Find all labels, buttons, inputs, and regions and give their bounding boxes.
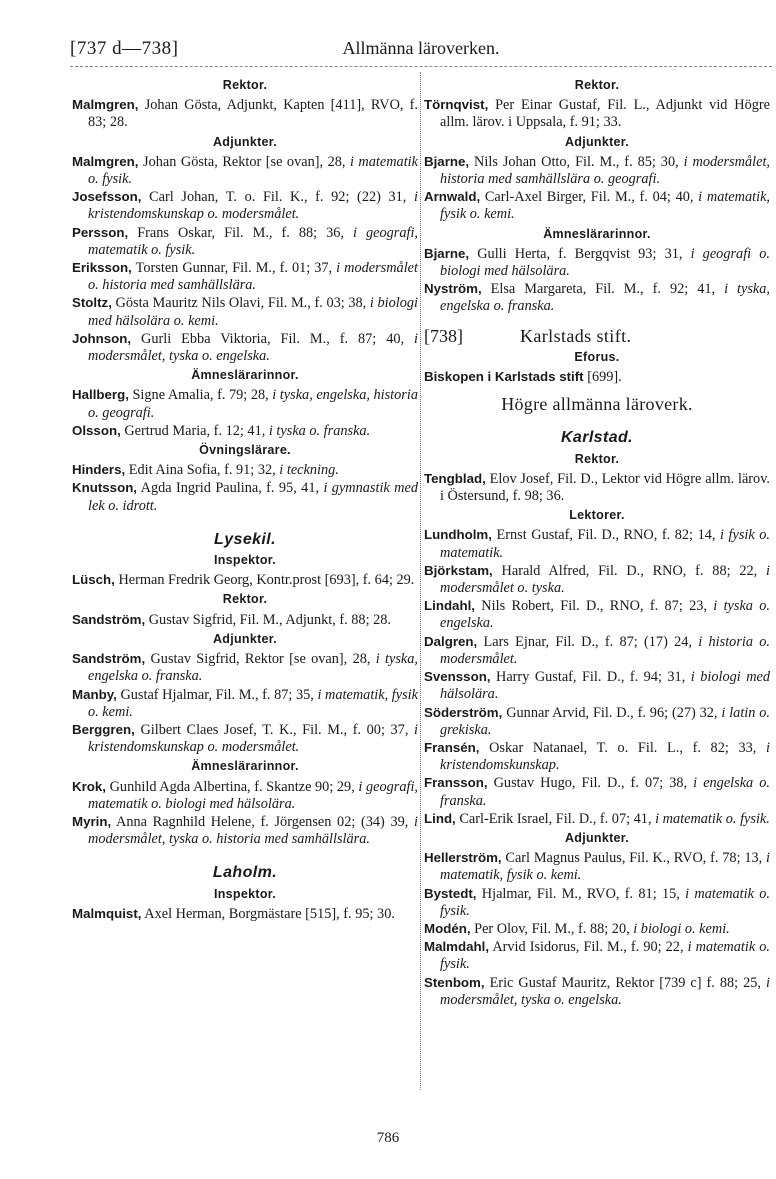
section-heading: Eforus. <box>574 349 620 364</box>
entry-name: Eriksson, <box>72 260 132 276</box>
entry-subjects: i matematik o. fysik. <box>440 885 770 919</box>
section-heading: Rektor. <box>574 451 620 466</box>
staff-entry <box>72 571 418 589</box>
entry-subjects: i matematik o. fysik. <box>655 810 770 827</box>
staff-entry <box>72 905 418 923</box>
school-type-heading: Högre allmänna läroverk. <box>501 394 693 415</box>
entry-details: Elov Josef, Fil. D., Lektor vid Högre allm. lärov. i Östersund, f. 98; 36. <box>440 470 770 505</box>
staff-entry <box>424 774 770 809</box>
entry-details: Carl-Erik Israel, Fil. D., f. 07; 41, <box>459 810 656 827</box>
entry-details: Carl-Axel Birger, Fil. M., f. 04; 40, <box>484 189 699 206</box>
entry-subjects: i modersmålet, historia med samhällslära o. geografi. <box>440 153 770 188</box>
staff-entry <box>72 650 418 685</box>
entry-name: Arnwald, <box>424 189 481 205</box>
staff-entry <box>424 597 770 632</box>
entry-subjects: i tyska, engelska o. franska. <box>440 281 770 315</box>
section-heading: Adjunkter. <box>212 134 278 149</box>
entry-subjects: i modersmålet, tyska o. engelska. <box>88 330 418 365</box>
entry-name: Lüsch, <box>72 572 115 588</box>
section-heading: Adjunkter. <box>564 134 630 149</box>
staff-entry <box>72 96 418 131</box>
entry-details: Elsa Margareta, Fil. M., f. 92; 41, <box>490 281 725 298</box>
entry-name: Svensson, <box>424 669 491 685</box>
entry-name: Myrin, <box>72 813 112 829</box>
section-heading: Lektorer. <box>569 508 625 523</box>
entry-subjects: i gymnastik med lek o. idrott. <box>88 480 418 514</box>
entry-name: Malmgren, <box>72 97 139 113</box>
diocese-heading <box>424 325 770 346</box>
entry-name: Manby, <box>72 686 117 702</box>
column-divider <box>420 72 421 1090</box>
entry-name: Nyström, <box>424 281 482 297</box>
staff-entry <box>424 739 770 774</box>
entry-subjects: i matematik, fysik o. kemi. <box>440 850 771 884</box>
diocese-number: [738] <box>424 325 463 346</box>
entry-subjects: i tyska o. franska. <box>268 422 371 439</box>
entry-name: Josefsson, <box>72 189 142 205</box>
staff-entry <box>72 259 418 294</box>
staff-entry <box>72 813 418 848</box>
staff-entry <box>424 810 770 828</box>
place-heading: Karlstad. <box>560 429 634 447</box>
section-heading: Inspektor. <box>213 553 277 568</box>
entry-name: Modén, <box>424 920 471 936</box>
staff-entry <box>424 633 770 668</box>
staff-entry <box>424 849 770 884</box>
staff-entry <box>72 721 418 756</box>
page-range: [737 d—738] <box>70 38 179 59</box>
section-heading: Ämneslärarinnor. <box>191 759 299 774</box>
place-heading: Laholm. <box>212 864 278 882</box>
entry-subjects: i geografi o. biologi med hälsolära. <box>440 245 770 280</box>
entry-name: Sandström, <box>72 651 146 667</box>
section-heading: Adjunkter. <box>212 631 278 646</box>
entry-details: Axel Herman, Borgmästare [515], f. 95; 30. <box>144 905 395 922</box>
entry-name: Stenbom, <box>424 974 485 990</box>
staff-entry <box>72 778 418 813</box>
entry-details: Gösta Mauritz Nils Olavi, Fil. M., f. 03; 38, <box>115 295 370 312</box>
entry-name: Biskopen i Karlstads stift <box>424 369 584 385</box>
entry-name: Bystedt, <box>424 885 477 901</box>
entry-name: Lind, <box>424 810 456 826</box>
entry-name: Stoltz, <box>72 295 112 311</box>
entry-details: Gertrud Maria, f. 12; 41, <box>124 422 269 439</box>
entry-subjects: i historia o. modersmålet. <box>440 633 770 667</box>
entry-details: Gustav Sigfrid, Rektor [se ovan], 28, <box>150 651 376 668</box>
staff-entry <box>72 686 418 721</box>
entry-name: Tengblad, <box>424 470 486 486</box>
entry-subjects: i matematik o. fysik. <box>440 939 770 973</box>
entry-details: Lars Ejnar, Fil. D., f. 87; (17) 24, <box>483 633 699 650</box>
entry-details: Frans Oskar, Fil. M., f. 88; 36, <box>137 224 353 241</box>
entry-name: Malmgren, <box>72 153 139 169</box>
entry-subjects: i biologi o. kemi. <box>633 920 730 937</box>
entry-subjects: i matematik, fysik o. kemi. <box>440 189 770 223</box>
entry-details: [699]. <box>587 369 622 386</box>
staff-entry <box>424 920 770 938</box>
entry-details: Nils Robert, Fil. D., RNO, f. 87; 23, <box>481 598 714 615</box>
entry-details: Harald Alfred, Fil. D., RNO, f. 88; 22, <box>501 562 767 579</box>
section-heading: Rektor. <box>574 78 620 92</box>
entry-subjects: i kristendomskunskap o. modersmålet. <box>88 721 419 756</box>
entry-subjects: i modersmålet, tyska o. engelska. <box>440 974 770 1008</box>
entry-details: Gustav Sigfrid, Fil. M., Adjunkt, f. 88; 28. <box>148 611 391 628</box>
entry-name: Berggren, <box>72 721 135 737</box>
entry-name: Olsson, <box>72 422 121 438</box>
entry-details: Edit Aina Sofia, f. 91; 32, <box>128 462 280 479</box>
staff-entry <box>424 470 770 505</box>
entry-subjects: i kristendomskunskap o. modersmålet. <box>88 189 419 223</box>
staff-entry <box>424 245 770 280</box>
entry-name: Sandström, <box>72 611 146 627</box>
entry-subjects: i matematik, fysik o. kemi. <box>88 686 418 720</box>
staff-entry <box>424 188 770 223</box>
entry-details: Gunnar Arvid, Fil. D., f. 96; (27) 32, <box>506 704 722 721</box>
staff-entry <box>72 461 418 479</box>
entry-details: Per Olov, Fil. M., f. 88; 20, <box>474 920 634 937</box>
entry-subjects: i engelska o. franska. <box>440 775 770 809</box>
entry-name: Lundholm, <box>424 527 492 543</box>
place-heading: Lysekil. <box>214 530 276 548</box>
staff-entry <box>72 153 418 188</box>
entry-details: Gunhild Agda Albertina, f. Skantze 90; 29, <box>109 778 359 795</box>
staff-entry <box>424 668 770 703</box>
entry-name: Krok, <box>72 778 106 794</box>
entry-subjects: i matematik o. fysik. <box>88 153 418 188</box>
entry-name: Johnson, <box>72 330 132 346</box>
staff-entry <box>424 938 770 973</box>
entry-details: Gurli Ebba Viktoria, Fil. M., f. 87; 40, <box>141 330 415 347</box>
entry-name: Söderström, <box>424 704 503 720</box>
entry-details: Nils Johan Otto, Fil. M., f. 85; 30, <box>474 153 684 170</box>
staff-entry <box>424 562 770 597</box>
staff-entry <box>72 330 418 365</box>
entry-name: Björkstam, <box>424 562 493 578</box>
entry-subjects: i tyska, engelska o. franska. <box>88 651 419 685</box>
entry-name: Hallberg, <box>72 387 129 403</box>
entry-details: Oskar Natanael, T. o. Fil. L., f. 82; 33, <box>489 739 767 756</box>
entry-name: Bjarne, <box>424 245 470 261</box>
section-heading: Ämneslärarinnor. <box>191 368 299 383</box>
staff-entry <box>72 611 418 629</box>
entry-details: Agda Ingrid Paulina, f. 95, 41, <box>140 480 324 497</box>
entry-subjects: i biologi med hälsolära o. kemi. <box>88 295 418 329</box>
left-column <box>72 75 418 923</box>
section-heading: Rektor. <box>222 78 268 92</box>
entry-details: Carl Johan, T. o. Fil. K., f. 92; (22) 31, <box>149 189 415 206</box>
entry-name: Hellerström, <box>424 850 502 866</box>
entry-details: Torsten Gunnar, Fil. M., f. 01; 37, <box>135 260 337 277</box>
entry-details: Per Einar Gustaf, Fil. L., Adjunkt vid Högre allm. lärov. i Uppsala, f. 91; 33. <box>440 97 770 131</box>
entry-details: Johan Gösta, Rektor [se ovan], 28, <box>143 153 350 170</box>
section-heading: Rektor. <box>222 592 268 607</box>
staff-entry <box>72 294 418 329</box>
entry-subjects: i latin o. grekiska. <box>440 704 770 738</box>
staff-entry <box>424 704 770 739</box>
entry-subjects: i modersmålet, tyska o. historia med samhällslära. <box>88 813 418 848</box>
right-column <box>424 75 770 1009</box>
entry-name: Knutsson, <box>72 480 138 496</box>
page-header <box>70 38 772 64</box>
staff-entry <box>72 386 418 421</box>
entry-name: Malmdahl, <box>424 939 490 955</box>
entry-name: Dalgren, <box>424 633 478 649</box>
entry-name: Malmquist, <box>72 905 142 921</box>
staff-entry <box>424 885 770 920</box>
staff-entry <box>72 224 418 259</box>
staff-entry <box>72 479 418 514</box>
entry-details: Herman Fredrik Georg, Kontr.prost [693], f. 64; 29. <box>118 572 415 589</box>
staff-entry <box>424 368 770 386</box>
staff-entry <box>424 96 770 131</box>
entry-details: Gilbert Claes Josef, T. K., Fil. M., f. 00; 37, <box>140 721 415 738</box>
entry-name: Bjarne, <box>424 153 470 169</box>
running-title: Allmänna läroverken. <box>342 38 500 58</box>
entry-subjects: i geografi, matematik o. fysik. <box>88 224 418 258</box>
staff-entry <box>424 974 770 1009</box>
entry-subjects: i tyska o. engelska. <box>440 598 770 632</box>
entry-details: Signe Amalia, f. 79; 28, <box>132 387 273 404</box>
staff-entry <box>424 280 770 315</box>
entry-name: Fransson, <box>424 775 488 791</box>
header-rule <box>70 66 772 67</box>
section-heading: Ämneslärarinnor. <box>543 226 651 241</box>
entry-details: Carl Magnus Paulus, Fil. K., RVO, f. 78; 13, <box>505 850 767 867</box>
section-heading: Adjunkter. <box>564 830 630 845</box>
staff-entry <box>424 526 770 561</box>
entry-details: Harry Gustaf, Fil. D., f. 94; 31, <box>496 669 691 686</box>
entry-details: Anna Ragnhild Helene, f. Jörgensen 02; (34) 39, <box>116 813 415 830</box>
staff-entry <box>72 422 418 440</box>
entry-details: Gulli Herta, f. Bergqvist 93; 31, <box>477 245 691 262</box>
entry-subjects: i modersmålet o. historia med samhällslära. <box>88 260 418 294</box>
entry-subjects: i teckning. <box>279 462 339 479</box>
entry-subjects: i biologi med hälsolära. <box>440 669 771 703</box>
entry-subjects: i fysik o. matematik. <box>440 527 771 561</box>
entry-subjects: i geografi, matematik o. biologi med hälsolära. <box>88 778 418 812</box>
diocese-title: Karlstads stift. <box>520 325 632 346</box>
entry-details: Eric Gustaf Mauritz, Rektor [739 c] f. 88; 25, <box>489 974 767 991</box>
entry-subjects: i kristendomskunskap. <box>440 739 770 774</box>
staff-entry <box>424 153 770 188</box>
entry-name: Lindahl, <box>424 598 475 614</box>
entry-details: Ernst Gustaf, Fil. D., RNO, f. 82; 14, <box>496 527 720 544</box>
entry-subjects: i tyska, engelska, historia o. geografi. <box>88 387 418 421</box>
entry-details: Johan Gösta, Adjunkt, Kapten [411], RVO, f. 83; 28. <box>88 97 419 131</box>
entry-details: Gustaf Hjalmar, Fil. M., f. 87; 35, <box>120 686 318 703</box>
entry-subjects: i modersmålet o. tyska. <box>440 562 770 597</box>
entry-name: Hinders, <box>72 462 126 478</box>
page-number: 786 <box>376 1130 400 1146</box>
entry-details: Hjalmar, Fil. M., RVO, f. 81; 15, <box>481 885 686 902</box>
section-heading: Inspektor. <box>213 886 277 901</box>
entry-details: Gustav Hugo, Fil. D., f. 07; 38, <box>493 775 694 792</box>
staff-entry <box>72 188 418 223</box>
entry-name: Fransén, <box>424 739 480 755</box>
entry-details: Arvid Isidorus, Fil. M., f. 90; 22, <box>492 939 688 956</box>
section-heading: Övningslärare. <box>199 443 291 458</box>
entry-name: Persson, <box>72 224 129 240</box>
entry-name: Törnqvist, <box>424 97 489 113</box>
